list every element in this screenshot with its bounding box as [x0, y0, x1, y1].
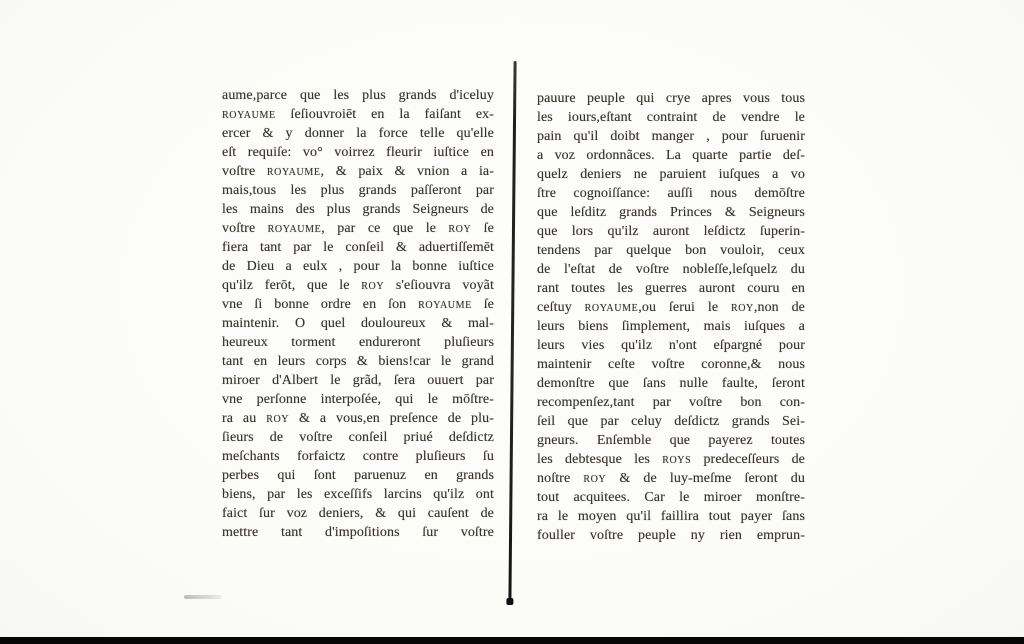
small-caps-word: roy: [266, 411, 290, 426]
text-line: de l'eſtat de voſtre nobleſſe,leſquelz du: [537, 262, 805, 277]
text-line: aume,parce que les plus grands d'iceluy: [222, 88, 494, 103]
text-line: ceſtuy royaume,ou ſerui le roy,non de: [537, 300, 805, 315]
text-line: qu'ilz ferōt, que le roy s'eſiouvra voyãt: [222, 278, 494, 293]
text-line: de Dieu a eulx , pour la bonne iuſtice: [222, 259, 494, 274]
text-line: recompenſez,tant par voſtre bon con-: [537, 395, 805, 410]
text-line: leurs vies qu'ilz n'ont eſpargné pour: [537, 338, 805, 353]
text-line: eſt requiſe: vo° voirrez fleurir iuſtice en: [222, 145, 494, 160]
left-page-text-column: [222, 86, 494, 542]
small-caps-word: royaume: [266, 164, 321, 179]
small-caps-word: roy: [448, 221, 472, 236]
text-line: ra au roy & a vous,en preſence de plu-: [222, 411, 494, 426]
small-caps-word: royaume: [222, 107, 276, 122]
text-line: voſtre royaume, par ce que le roy ſe: [222, 221, 494, 236]
small-caps-word: royaume: [267, 221, 322, 236]
text-line: pauure peuple qui crye apres vous tous: [537, 91, 805, 106]
small-caps-word: royaume: [584, 300, 639, 315]
text-line: royaume ſeſiouvroiēt en la faiſant ex-: [222, 107, 494, 122]
text-line: tant en leurs corps & biens!car le grand: [222, 354, 494, 369]
text-line: mais,tous les plus grands paſſeront par: [222, 183, 494, 198]
text-line: biens, par les exceſſifs larcins qu'ilz ont: [222, 487, 494, 502]
small-caps-word: roys: [662, 452, 692, 467]
scan-artifact-smudge: [184, 595, 222, 599]
small-caps-word: roy: [730, 300, 754, 315]
text-line: voſtre royaume, & paix & vnion a ia-: [222, 164, 495, 179]
right-page-text-column: [537, 89, 805, 545]
text-line: les mains des plus grands Seigneurs de: [222, 202, 494, 217]
text-line: que leſditz grands Princes & Seigneurs: [537, 205, 805, 220]
text-line: maintenir. O quel douloureux & mal-: [222, 316, 494, 331]
text-line: les debtesque les roys predeceſſeurs de: [537, 452, 805, 467]
center-fold-divider-line: [508, 61, 516, 602]
text-line: que lors qu'ilz auront leſdictz ſuperin-: [537, 224, 805, 239]
text-line: ſtre cognoiſſance: auſſi nous demōſtre: [537, 186, 805, 201]
text-line: faict ſur voz deniers, & qui cauſent de: [222, 506, 494, 521]
text-line: miroer d'Albert le grãd, ſera ouuert par: [222, 373, 494, 388]
text-line: gneurs. Enſemble que payerez toutes: [537, 433, 805, 448]
text-line: ercer & y donner la force telle qu'elle: [222, 126, 494, 141]
text-line: demonſtre que ſans nulle faulte, ſeront: [537, 376, 805, 391]
text-line: pain qu'il doibt manger , pour ſuruenir: [537, 129, 805, 144]
text-line: vne perſonne interpoſée, qui le mōſtre-: [222, 392, 494, 407]
text-line: fiera tant par le conſeil & aduertiſſemēt: [222, 240, 494, 255]
small-caps-word: royaume: [418, 297, 472, 312]
small-caps-word: roy: [583, 471, 607, 486]
text-line: tout acquitees. Car le miroer monſtre-: [537, 490, 805, 505]
text-line: ſieurs de voſtre conſeil priué deſdictz: [222, 430, 494, 445]
small-caps-word: roy: [361, 278, 385, 293]
text-line: rant toutes les guerres auront couru en: [537, 281, 805, 296]
text-line: fouller voſtre peuple ny rien emprun-: [537, 528, 805, 543]
scan-bottom-edge-bar: [0, 637, 1024, 644]
text-line: perbes qui ſont paruenuz en grands: [222, 468, 494, 483]
text-line: mettre tant d'impoſitions ſur voſtre: [222, 525, 494, 540]
text-line: maintenir ceſte voſtre coronne,& nous: [537, 357, 805, 372]
text-line: les iours,eſtant contraint de vendre le: [537, 110, 805, 125]
text-line: noſtre roy & de luy-meſme ſeront du: [537, 471, 805, 486]
text-line: tendens par quelque bon vouloir, ceux: [537, 243, 805, 258]
text-line: vne ſi bonne ordre en ſon royaume ſe: [222, 297, 494, 312]
text-line: ſeil que par celuy deſdictz grands Sei-: [537, 414, 805, 429]
text-line: ra le moyen qu'il faillira tout payer ſans: [537, 509, 805, 524]
text-line: a voz ordonnãces. La quarte partie deſ-: [537, 148, 805, 163]
text-line: quelz deniers ne paruient iuſques a vo: [537, 167, 805, 182]
text-line: meſchants forfaictz contre pluſieurs ſu: [222, 449, 494, 464]
text-line: leurs biens ſimplement, mais iuſques a: [537, 319, 805, 334]
text-line: heureux torment endureront pluſieurs: [222, 335, 494, 350]
